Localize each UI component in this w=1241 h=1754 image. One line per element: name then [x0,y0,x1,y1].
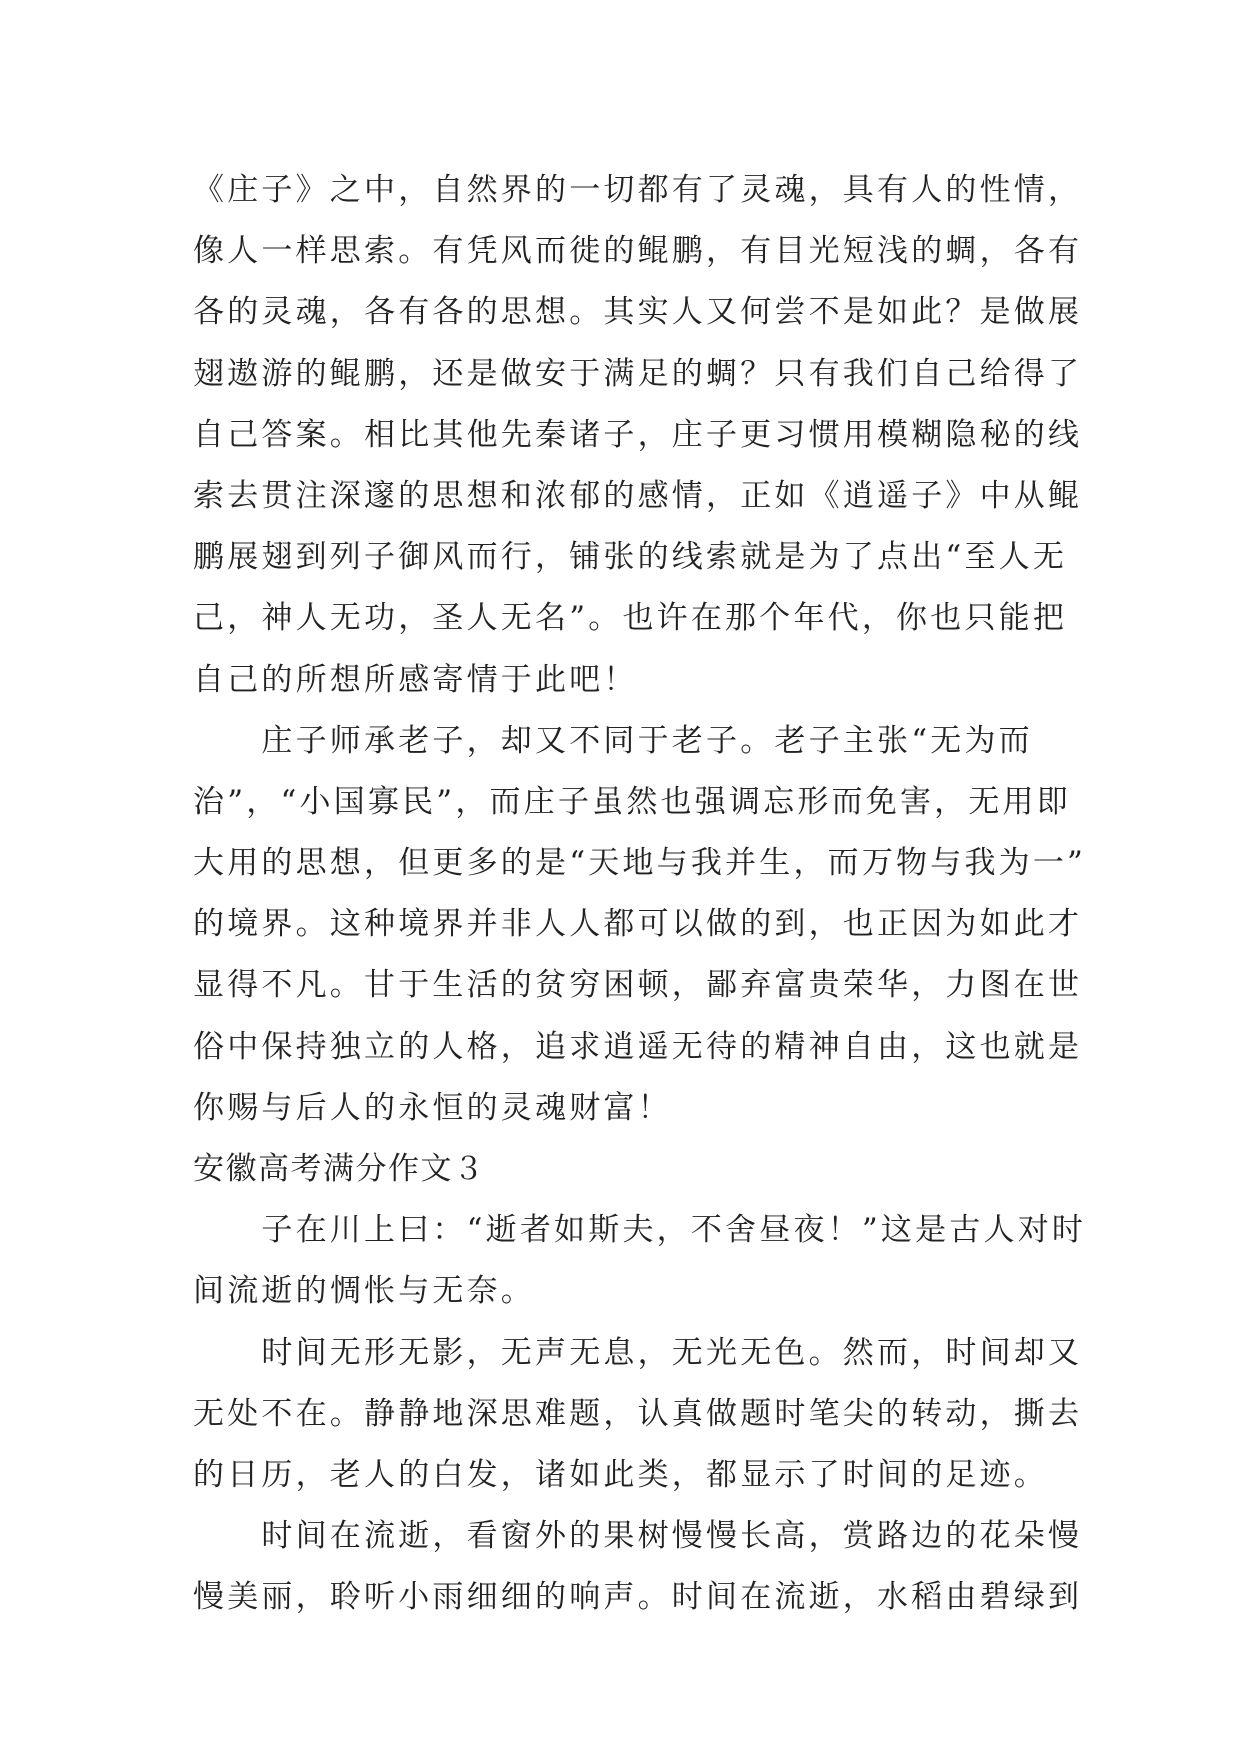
text-line: 治”，“小国寡民”，而庄子虽然也强调忘形而免害，无用即 [193,783,1071,820]
text-line: 庄子师承老子，却又不同于老子。老子主张“无为而 [193,722,1033,759]
text-line: 时间无形无影，无声无息，无光无色。然而，时间却又 [193,1334,1083,1371]
text-line: 各的灵魂，各有各的思想。其实人又何尝不是如此？是做展 [193,294,1083,331]
text-line: 慢美丽，聆听小雨细细的响声。时间在流逝，水稻由碧绿到 [193,1579,1083,1616]
text-line: 像人一样思索。有凭风而徙的鲲鹏，有目光短浅的蜩，各有 [193,233,1083,270]
text-line: 己，神人无功，圣人无名”。也许在那个年代，你也只能把 [193,600,1068,637]
text-line: 间流逝的惆怅与无奈。 [193,1273,535,1310]
text-line: 你赐与后人的永恒的灵魂财富！ [193,1089,672,1126]
text-line: 的日历，老人的白发，诸如此类，都显示了时间的足迹。 [193,1456,1048,1493]
text-line: 俗中保持独立的人格，追求逍遥无待的精神自由，这也就是 [193,1028,1083,1065]
section-heading: 安徽高考满分作文３ [193,1151,486,1187]
text-line: 鹏展翅到列子御风而行，铺张的线索就是为了点出“至人无 [193,539,1068,576]
text-line: 《庄子》之中，自然界的一切都有了灵魂，具有人的性情， [193,172,1083,208]
text-line: 自己答案。相比其他先秦诸子，庄子更习惯用模糊隐秘的线 [193,416,1083,453]
text-line: 的境界。这种境界并非人人都可以做的到，也正因为如此才 [193,906,1083,943]
document-body [193,160,1087,1629]
text-line: 时间在流逝，看窗外的果树慢慢长高，赏路边的花朵慢 [193,1518,1083,1555]
text-line: 翅遨游的鲲鹏，还是做安于满足的蜩？只有我们自己给得了 [193,355,1083,392]
text-line: 索去贯注深邃的思想和浓郁的感情，正如《逍遥子》中从鲲 [193,477,1083,514]
text-line: 大用的思想，但更多的是“天地与我并生，而万物与我为一” [193,845,1087,882]
text-line: 无处不在。静静地深思难题，认真做题时笔尖的转动，撕去 [193,1395,1083,1432]
text-line: 子在川上曰：“逝者如斯夫，不舍昼夜！”这是古人对时 [193,1212,1087,1249]
text-line: 自己的所想所感寄情于此吧！ [193,661,638,698]
text-line: 显得不凡。甘于生活的贫穷困顿，鄙弃富贵荣华，力图在世 [193,967,1083,1004]
